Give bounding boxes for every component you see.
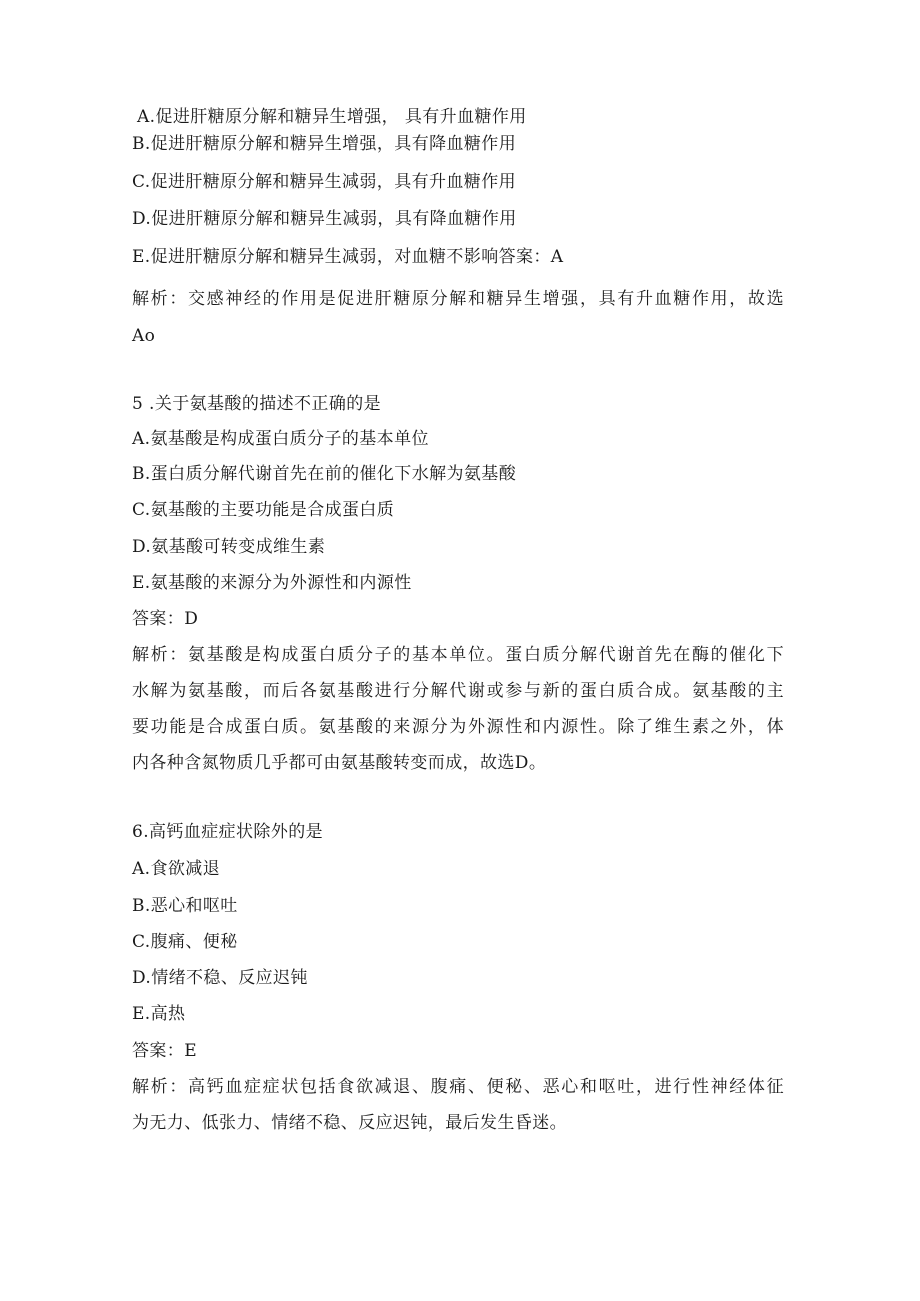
q6-option-c: C.腹痛、便秘	[132, 932, 238, 952]
q6-analysis-line-1: 解析：高钙血症症状包括食欲减退、腹痛、便秘、恶心和呕吐，进行性神经体征	[132, 1077, 784, 1097]
q5-option-d: D.氨基酸可转变成维生素	[132, 537, 326, 557]
q4-option-d: D.促进肝糖原分解和糖异生减弱，具有降血糖作用	[132, 209, 517, 229]
q5-stem: 5 .关于氨基酸的描述不正确的是	[132, 394, 382, 414]
q5-analysis-line-1: 解析：氨基酸是构成蛋白质分子的基本单位。蛋白质分解代谢首先在酶的催化下	[132, 645, 784, 665]
q4-analysis-line-1: 解析：交感神经的作用是促进肝糖原分解和糖异生增强，具有升血糖作用，故选	[132, 289, 784, 309]
q6-analysis-line-2: 为无力、低张力、情绪不稳、反应迟钝，最后发生昏迷。	[132, 1113, 567, 1133]
q6-answer: 答案：E	[132, 1041, 198, 1061]
q6-option-a: A.食欲减退	[132, 859, 221, 879]
q5-option-b: B.蛋白质分解代谢首先在前的催化下水解为氨基酸	[132, 464, 517, 484]
q6-option-b: B.恶心和呕吐	[132, 896, 238, 916]
q4-option-e: E.促进肝糖原分解和糖异生减弱，对血糖不影响答案：A	[132, 247, 564, 267]
q4-option-b: B.促进肝糖原分解和糖异生增强，具有降血糖作用	[132, 134, 517, 154]
q5-option-c: C.氨基酸的主要功能是合成蛋白质	[132, 500, 395, 520]
q5-option-a: A.氨基酸是构成蛋白质分子的基本单位	[132, 429, 429, 449]
q4-option-c: C.促进肝糖原分解和糖异生减弱，具有升血糖作用	[132, 172, 517, 192]
q4-analysis-line-2: Ao	[132, 326, 156, 346]
q5-analysis-line-2: 水解为氨基酸，而后各氨基酸进行分解代谢或参与新的蛋白质合成。氨基酸的主	[132, 681, 784, 701]
q6-option-d: D.情绪不稳、反应迟钝	[132, 968, 308, 988]
q6-stem: 6.高钙血症症状除外的是	[132, 822, 324, 842]
q5-analysis-line-3: 要功能是合成蛋白质。氨基酸的来源分为外源性和内源性。除了维生素之外，体	[132, 717, 784, 737]
q4-option-a: A.促进肝糖原分解和糖异生增强， 具有升血糖作用	[137, 107, 527, 127]
q6-option-e: E.高热	[132, 1004, 186, 1024]
q5-analysis-line-4: 内各种含氮物质几乎都可由氨基酸转变而成，故选D。	[132, 753, 547, 773]
q5-option-e: E.氨基酸的来源分为外源性和内源性	[132, 573, 412, 593]
q5-answer: 答案：D	[132, 609, 199, 629]
